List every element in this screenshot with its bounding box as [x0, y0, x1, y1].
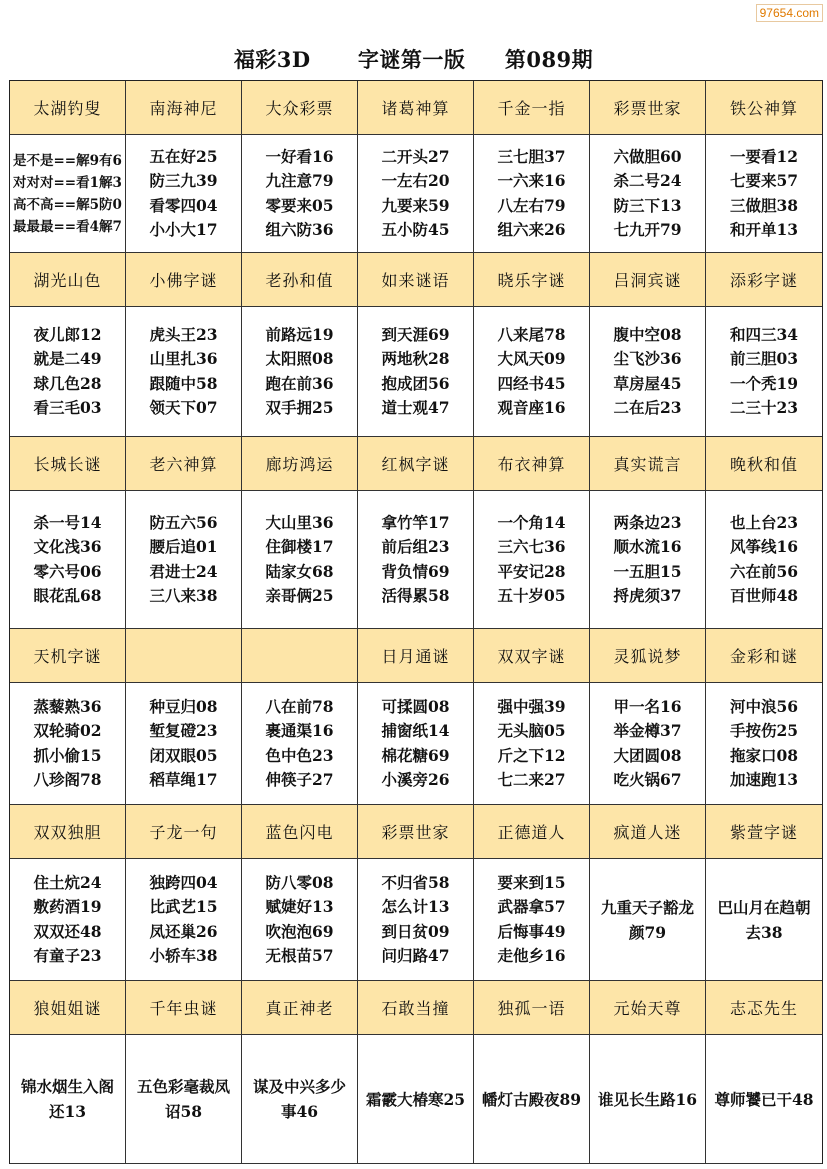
column-header: 南海神尼 — [126, 81, 242, 135]
riddle-line: 跟随中58 — [149, 373, 218, 393]
riddle-line: 五十岁05 — [497, 586, 566, 605]
column-header: 元始天尊 — [590, 981, 706, 1035]
riddle-line: 杀二号24 — [613, 171, 682, 190]
riddle-line: 无根苗57 — [265, 946, 334, 965]
riddle-line: 住土炕24 — [33, 872, 102, 892]
riddle-line: 手按伤25 — [729, 721, 799, 740]
riddle-line: 顺水流16 — [613, 537, 682, 556]
riddle-line: 敷药酒19 — [33, 897, 102, 916]
title-issue: 第089期 — [504, 47, 594, 72]
riddle-line: 加速跑13 — [729, 770, 799, 789]
riddle-line: 甲一名16 — [613, 696, 682, 716]
riddle-line: 蒸藜熟36 — [33, 696, 102, 716]
riddle-line: 拿竹竿17 — [381, 512, 450, 532]
column-header: 彩票世家 — [590, 81, 706, 135]
riddle-line: 八在前78 — [265, 696, 334, 716]
riddle-line: 腰后追01 — [149, 537, 218, 556]
riddle-cell — [10, 135, 126, 253]
column-header — [242, 629, 358, 683]
riddle-cell — [358, 307, 474, 437]
riddle-cell — [706, 1035, 822, 1164]
riddle-line: 高不高==解5防0 — [13, 196, 122, 213]
riddle-line: 尘飞沙36 — [613, 349, 682, 368]
riddle-line: 独跨四04 — [149, 872, 218, 892]
riddle-cell — [242, 307, 358, 437]
riddle-cell — [358, 1035, 474, 1164]
riddle-line: 君进士24 — [149, 561, 218, 581]
riddle-line: 二在后23 — [613, 398, 682, 417]
riddle-line: 种豆归08 — [149, 696, 218, 716]
riddle-line: 到日贫09 — [381, 921, 450, 941]
riddle-line: 组六来26 — [497, 220, 566, 239]
column-header: 铁公神算 — [706, 81, 822, 135]
riddle-line: 可揉圆08 — [381, 696, 450, 716]
column-header: 布衣神算 — [474, 437, 590, 491]
column-header: 老孙和值 — [242, 253, 358, 307]
column-header: 长城长谜 — [10, 437, 126, 491]
riddle-cell — [358, 683, 474, 805]
riddle-line: 捋虎须37 — [613, 586, 682, 605]
column-header: 石敢当撞 — [358, 981, 474, 1035]
riddle-line: 陆家女68 — [265, 561, 334, 581]
riddle-line: 走他乡16 — [497, 946, 566, 965]
riddle-line: 河中浪56 — [729, 696, 799, 716]
column-header: 彩票世家 — [358, 805, 474, 859]
riddle-cell — [126, 859, 242, 981]
riddle-line: 球几色28 — [33, 373, 102, 393]
riddle-cell — [590, 683, 706, 805]
column-header: 晚秋和值 — [706, 437, 822, 491]
riddle-line: 最最最==看4解7 — [13, 218, 122, 235]
riddle-cell — [358, 491, 474, 629]
site-watermark: 97654.com — [756, 4, 823, 22]
riddle-line: 零要来05 — [265, 195, 334, 215]
column-header: 双双独胆 — [10, 805, 126, 859]
column-header: 日月通谜 — [358, 629, 474, 683]
riddle-line: 强中强39 — [497, 696, 566, 716]
riddle-table — [9, 80, 823, 1164]
riddle-line: 双轮骑02 — [33, 721, 102, 740]
riddle-line: 霜霰大椿寒25 — [365, 1089, 466, 1109]
riddle-line: 七二来27 — [497, 770, 566, 789]
riddle-line: 巴山月在趋朝去38 — [717, 897, 811, 942]
column-header: 真正神老 — [242, 981, 358, 1035]
riddle-line: 组六防36 — [265, 220, 334, 239]
riddle-line: 八珍阁78 — [33, 770, 102, 789]
column-header: 晓乐字谜 — [474, 253, 590, 307]
riddle-line: 棉花糖69 — [381, 745, 450, 765]
riddle-line: 两地秋28 — [381, 349, 450, 368]
riddle-line: 大山里36 — [265, 512, 334, 532]
riddle-line: 防三九39 — [149, 171, 218, 190]
riddle-line: 防三下13 — [613, 195, 682, 215]
riddle-cell — [126, 135, 242, 253]
riddle-line: 后悔事49 — [497, 921, 566, 941]
riddle-line: 是不是==解9有6 — [13, 152, 122, 169]
riddle-line: 零六号06 — [33, 561, 102, 581]
riddle-line: 太阳照08 — [265, 349, 334, 368]
riddle-line: 怎么计13 — [381, 897, 450, 916]
riddle-cell — [590, 859, 706, 981]
riddle-line: 九注意79 — [265, 171, 334, 190]
riddle-line: 不归省58 — [381, 872, 450, 892]
riddle-cell — [474, 859, 590, 981]
riddle-line: 一左右20 — [381, 171, 450, 190]
riddle-line: 二三十23 — [729, 398, 799, 417]
riddle-cell — [474, 491, 590, 629]
riddle-line: 活得累58 — [381, 586, 450, 605]
riddle-cell — [10, 859, 126, 981]
riddle-line: 九重天子豁龙颜79 — [600, 897, 694, 942]
riddle-line: 谁见长生路16 — [597, 1089, 698, 1109]
riddle-line: 要来到15 — [497, 872, 566, 892]
riddle-line: 谋及中兴多少事46 — [252, 1077, 346, 1121]
column-header: 天机字谜 — [10, 629, 126, 683]
column-header: 廊坊鸿运 — [242, 437, 358, 491]
column-header: 正德道人 — [474, 805, 590, 859]
column-header: 千年虫谜 — [126, 981, 242, 1035]
riddle-line: 三六七36 — [497, 537, 566, 556]
riddle-line: 三八来38 — [149, 586, 218, 605]
riddle-cell — [590, 1035, 706, 1164]
riddle-cell — [474, 1035, 590, 1164]
riddle-cell — [358, 135, 474, 253]
riddle-line: 大风天09 — [497, 349, 566, 368]
riddle-line: 就是二49 — [33, 349, 102, 368]
riddle-cell — [126, 307, 242, 437]
riddle-line: 幡灯古殿夜89 — [481, 1089, 582, 1109]
riddle-line: 三七胆37 — [497, 146, 566, 166]
riddle-line: 抱成团56 — [381, 373, 450, 393]
riddle-line: 草房屋45 — [613, 373, 682, 393]
riddle-line: 举金樽37 — [613, 721, 682, 740]
riddle-line: 跑在前36 — [265, 373, 334, 393]
riddle-line: 一六来16 — [497, 171, 566, 190]
riddle-cell — [474, 683, 590, 805]
column-header: 大众彩票 — [242, 81, 358, 135]
riddle-cell — [590, 307, 706, 437]
riddle-line: 两条边23 — [613, 512, 682, 532]
riddle-line: 前路远19 — [265, 324, 334, 344]
riddle-line: 吹泡泡69 — [265, 921, 334, 941]
riddle-line: 堑复磴23 — [149, 721, 218, 740]
page-title — [0, 46, 827, 74]
column-header: 双双字谜 — [474, 629, 590, 683]
riddle-cell — [590, 491, 706, 629]
column-header: 太湖钓叟 — [10, 81, 126, 135]
riddle-line: 吃火锅67 — [613, 770, 682, 789]
riddle-line: 和开单13 — [729, 220, 799, 239]
riddle-line: 有童子23 — [33, 946, 102, 965]
riddle-cell — [126, 1035, 242, 1164]
riddle-line: 闭双眼05 — [149, 745, 218, 765]
riddle-line: 二开头27 — [381, 146, 450, 166]
riddle-line: 一个秃19 — [729, 373, 799, 393]
riddle-line: 风筝线16 — [729, 537, 799, 556]
riddle-line: 七九开79 — [613, 220, 682, 239]
riddle-line: 一要看12 — [729, 146, 799, 166]
riddle-line: 锦水烟生入阁还13 — [20, 1077, 114, 1121]
riddle-line: 夜儿郎12 — [33, 324, 102, 344]
riddle-cell — [10, 491, 126, 629]
riddle-line: 捕窗纸14 — [381, 721, 450, 740]
riddle-line: 伸筷子27 — [265, 770, 334, 789]
column-header: 湖光山色 — [10, 253, 126, 307]
riddle-line: 平安记28 — [497, 561, 566, 581]
riddle-cell — [126, 491, 242, 629]
riddle-line: 五在好25 — [149, 146, 218, 166]
riddle-cell — [474, 135, 590, 253]
riddle-line: 杀一号14 — [33, 512, 102, 532]
riddle-line: 抓小偷15 — [33, 745, 102, 765]
riddle-line: 赋婕好13 — [265, 897, 334, 916]
riddle-line: 四经书45 — [497, 373, 566, 393]
riddle-line: 百世师48 — [729, 586, 799, 605]
riddle-cell — [242, 1035, 358, 1164]
riddle-line: 小轿车38 — [149, 946, 218, 965]
column-header: 紫萱字谜 — [706, 805, 822, 859]
riddle-line: 双手拥25 — [265, 398, 334, 417]
riddle-cell — [706, 135, 822, 253]
riddle-line: 六在前56 — [729, 561, 799, 581]
riddle-cell — [242, 491, 358, 629]
column-header: 子龙一句 — [126, 805, 242, 859]
riddle-line: 大团圆08 — [613, 745, 682, 765]
riddle-line: 到天涯69 — [381, 324, 450, 344]
riddle-cell — [474, 307, 590, 437]
riddle-line: 尊师饕已干48 — [714, 1089, 814, 1109]
riddle-cell — [706, 307, 822, 437]
riddle-line: 对对对==看1解3 — [13, 174, 122, 191]
column-header: 老六神算 — [126, 437, 242, 491]
riddle-line: 腹中空08 — [613, 324, 682, 344]
riddle-line: 六做胆60 — [613, 146, 682, 166]
riddle-cell — [706, 859, 822, 981]
riddle-line: 领天下07 — [149, 398, 218, 417]
column-header: 灵狐说梦 — [590, 629, 706, 683]
riddle-line: 也上台23 — [729, 512, 799, 532]
riddle-cell — [10, 1035, 126, 1164]
riddle-cell — [10, 307, 126, 437]
riddle-line: 防八零08 — [265, 872, 334, 892]
riddle-line: 山里扎36 — [149, 349, 218, 368]
riddle-line: 背负情69 — [381, 561, 450, 581]
riddle-line: 八来尾78 — [497, 324, 566, 344]
riddle-line: 一五胆15 — [613, 561, 682, 581]
riddle-line: 小小大17 — [149, 220, 218, 239]
column-header: 金彩和谜 — [706, 629, 822, 683]
riddle-line: 一好看16 — [265, 146, 334, 166]
riddle-line: 前后组23 — [381, 537, 450, 556]
riddle-line: 八左右79 — [497, 195, 566, 215]
riddle-line: 裹通渠16 — [265, 721, 334, 740]
riddle-line: 和四三34 — [729, 324, 799, 344]
column-header: 蓝色闪电 — [242, 805, 358, 859]
column-header — [126, 629, 242, 683]
riddle-line: 斤之下12 — [497, 745, 566, 765]
riddle-line: 前三胆03 — [729, 349, 799, 368]
column-header: 吕洞宾谜 — [590, 253, 706, 307]
riddle-line: 住御楼17 — [265, 537, 334, 556]
riddle-line: 无头脑05 — [497, 721, 566, 740]
riddle-cell — [706, 491, 822, 629]
column-header: 添彩字谜 — [706, 253, 822, 307]
riddle-line: 稻草绳17 — [149, 770, 218, 789]
riddle-cell — [358, 859, 474, 981]
riddle-cell — [242, 135, 358, 253]
riddle-line: 观音座16 — [497, 398, 566, 417]
riddle-line: 小溪旁26 — [381, 770, 450, 789]
riddle-line: 拖家口08 — [729, 745, 799, 765]
riddle-line: 看零四04 — [149, 195, 218, 215]
riddle-cell — [590, 135, 706, 253]
riddle-cell — [706, 683, 822, 805]
riddle-cell — [126, 683, 242, 805]
column-header: 狼姐姐谜 — [10, 981, 126, 1035]
column-header: 如来谜语 — [358, 253, 474, 307]
riddle-line: 七要来57 — [729, 171, 799, 190]
riddle-line: 虎头王23 — [149, 324, 218, 344]
column-header: 小佛字谜 — [126, 253, 242, 307]
riddle-line: 比武艺15 — [149, 897, 218, 916]
riddle-cell — [10, 683, 126, 805]
riddle-line: 眼花乱68 — [33, 586, 102, 605]
column-header: 独孤一语 — [474, 981, 590, 1035]
riddle-line: 道士观47 — [381, 398, 450, 417]
column-header: 志忑先生 — [706, 981, 822, 1035]
title-game: 福彩3D — [233, 47, 311, 72]
riddle-line: 问归路47 — [381, 946, 450, 965]
riddle-line: 防五六56 — [149, 512, 218, 532]
riddle-line: 凤还巢26 — [149, 921, 218, 941]
title-name: 字谜第一版 — [357, 47, 466, 72]
riddle-line: 色中色23 — [265, 745, 334, 765]
riddle-line: 五小防45 — [381, 220, 450, 239]
column-header: 疯道人迷 — [590, 805, 706, 859]
riddle-cell — [242, 683, 358, 805]
riddle-line: 武器拿57 — [497, 897, 566, 916]
riddle-line: 三做胆38 — [729, 195, 799, 215]
riddle-line: 一个角14 — [497, 512, 566, 532]
column-header: 真实谎言 — [590, 437, 706, 491]
riddle-line: 亲哥俩25 — [265, 586, 334, 605]
riddle-cell — [242, 859, 358, 981]
column-header: 诸葛神算 — [358, 81, 474, 135]
column-header: 千金一指 — [474, 81, 590, 135]
riddle-line: 五色彩毫裁凤诏58 — [136, 1077, 230, 1121]
column-header: 红枫字谜 — [358, 437, 474, 491]
riddle-line: 双双还48 — [33, 921, 102, 941]
riddle-line: 九要来59 — [381, 195, 450, 215]
riddle-line: 看三毛03 — [33, 398, 102, 417]
riddle-line: 文化浅36 — [33, 537, 102, 556]
